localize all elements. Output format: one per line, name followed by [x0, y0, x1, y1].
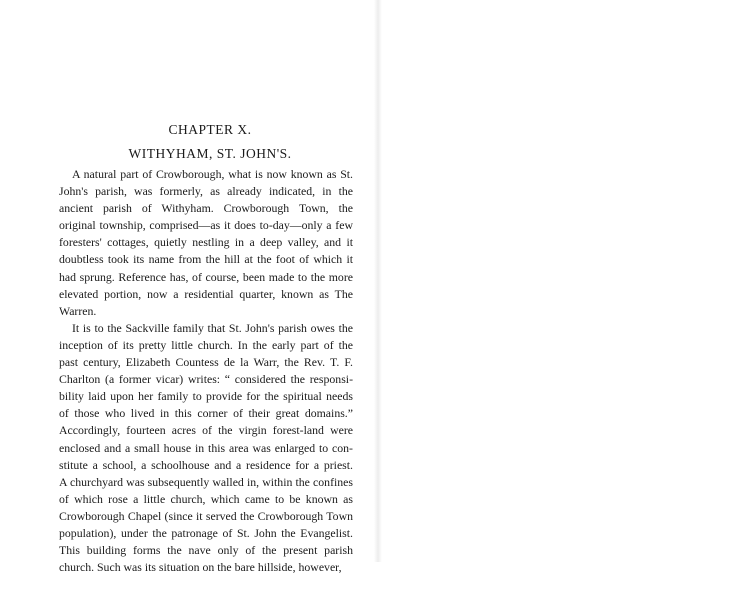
text-line: had sprung. Reference has, of course, been made to the more: [59, 269, 353, 284]
text-line: A churchyard was subsequently walled in, within the confines: [59, 474, 353, 489]
text-line: population), under the patronage of St. John the Evangelist.: [59, 525, 353, 540]
left-page-text: [59, 166, 353, 576]
text-line: of which rose a little church, which came to be known as: [59, 491, 353, 506]
text-line: ancient parish of Withyham. Crowborough Town, the: [59, 201, 353, 216]
text-line: This building forms the nave only of the present parish: [59, 543, 353, 558]
text-line: of those who lived in this corner of their great domains.”: [59, 406, 353, 421]
text-line: Accordingly, fourteen acres of the virgin forest-land were: [59, 423, 353, 438]
text-line: John's parish, was formerly, as already indicated, in the: [59, 184, 353, 199]
text-line: inception of its pretty little church. In the early part of the: [59, 337, 353, 352]
text-line: church. Such was its situation on the bare hillside, however,: [59, 560, 342, 575]
text-line: bility laid upon her family to provide for the spiritual needs: [59, 389, 353, 404]
text-line: Crowborough Chapel (since it served the Crowborough Town: [59, 508, 353, 523]
chapter-heading: CHAPTER X.: [168, 122, 252, 137]
text-line: stitute a school, a schoolhouse and a residence for a priest.: [59, 457, 353, 472]
left-page: [0, 0, 378, 575]
text-line: A natural part of Crowborough, what is now known as St.: [72, 167, 353, 181]
text-line: original township, comprised—as it does to-day—only a few: [59, 218, 353, 233]
text-line: elevated portion, now a residential quarter, known as The: [59, 286, 353, 301]
text-line: Charlton (a former vicar) writes: “ considered the responsi-: [59, 372, 353, 387]
text-line: foresters' cottages, quietly nestling in a deep valley, and it: [59, 235, 353, 250]
text-line: It is to the Sackville family that St. John's parish owes the: [72, 320, 353, 335]
text-line: Warren.: [59, 303, 97, 318]
right-page: [378, 0, 750, 562]
text-line: doubtless took its name from the hill at the foot of which it: [59, 252, 353, 267]
text-line: past century, Elizabeth Countess de la Warr, the Rev. T. F.: [59, 355, 353, 370]
text-line: enclosed and a small house in this area was enlarged to con-: [59, 440, 353, 455]
chapter-subheading: WITHYHAM, ST. JOHN'S.: [128, 146, 292, 161]
